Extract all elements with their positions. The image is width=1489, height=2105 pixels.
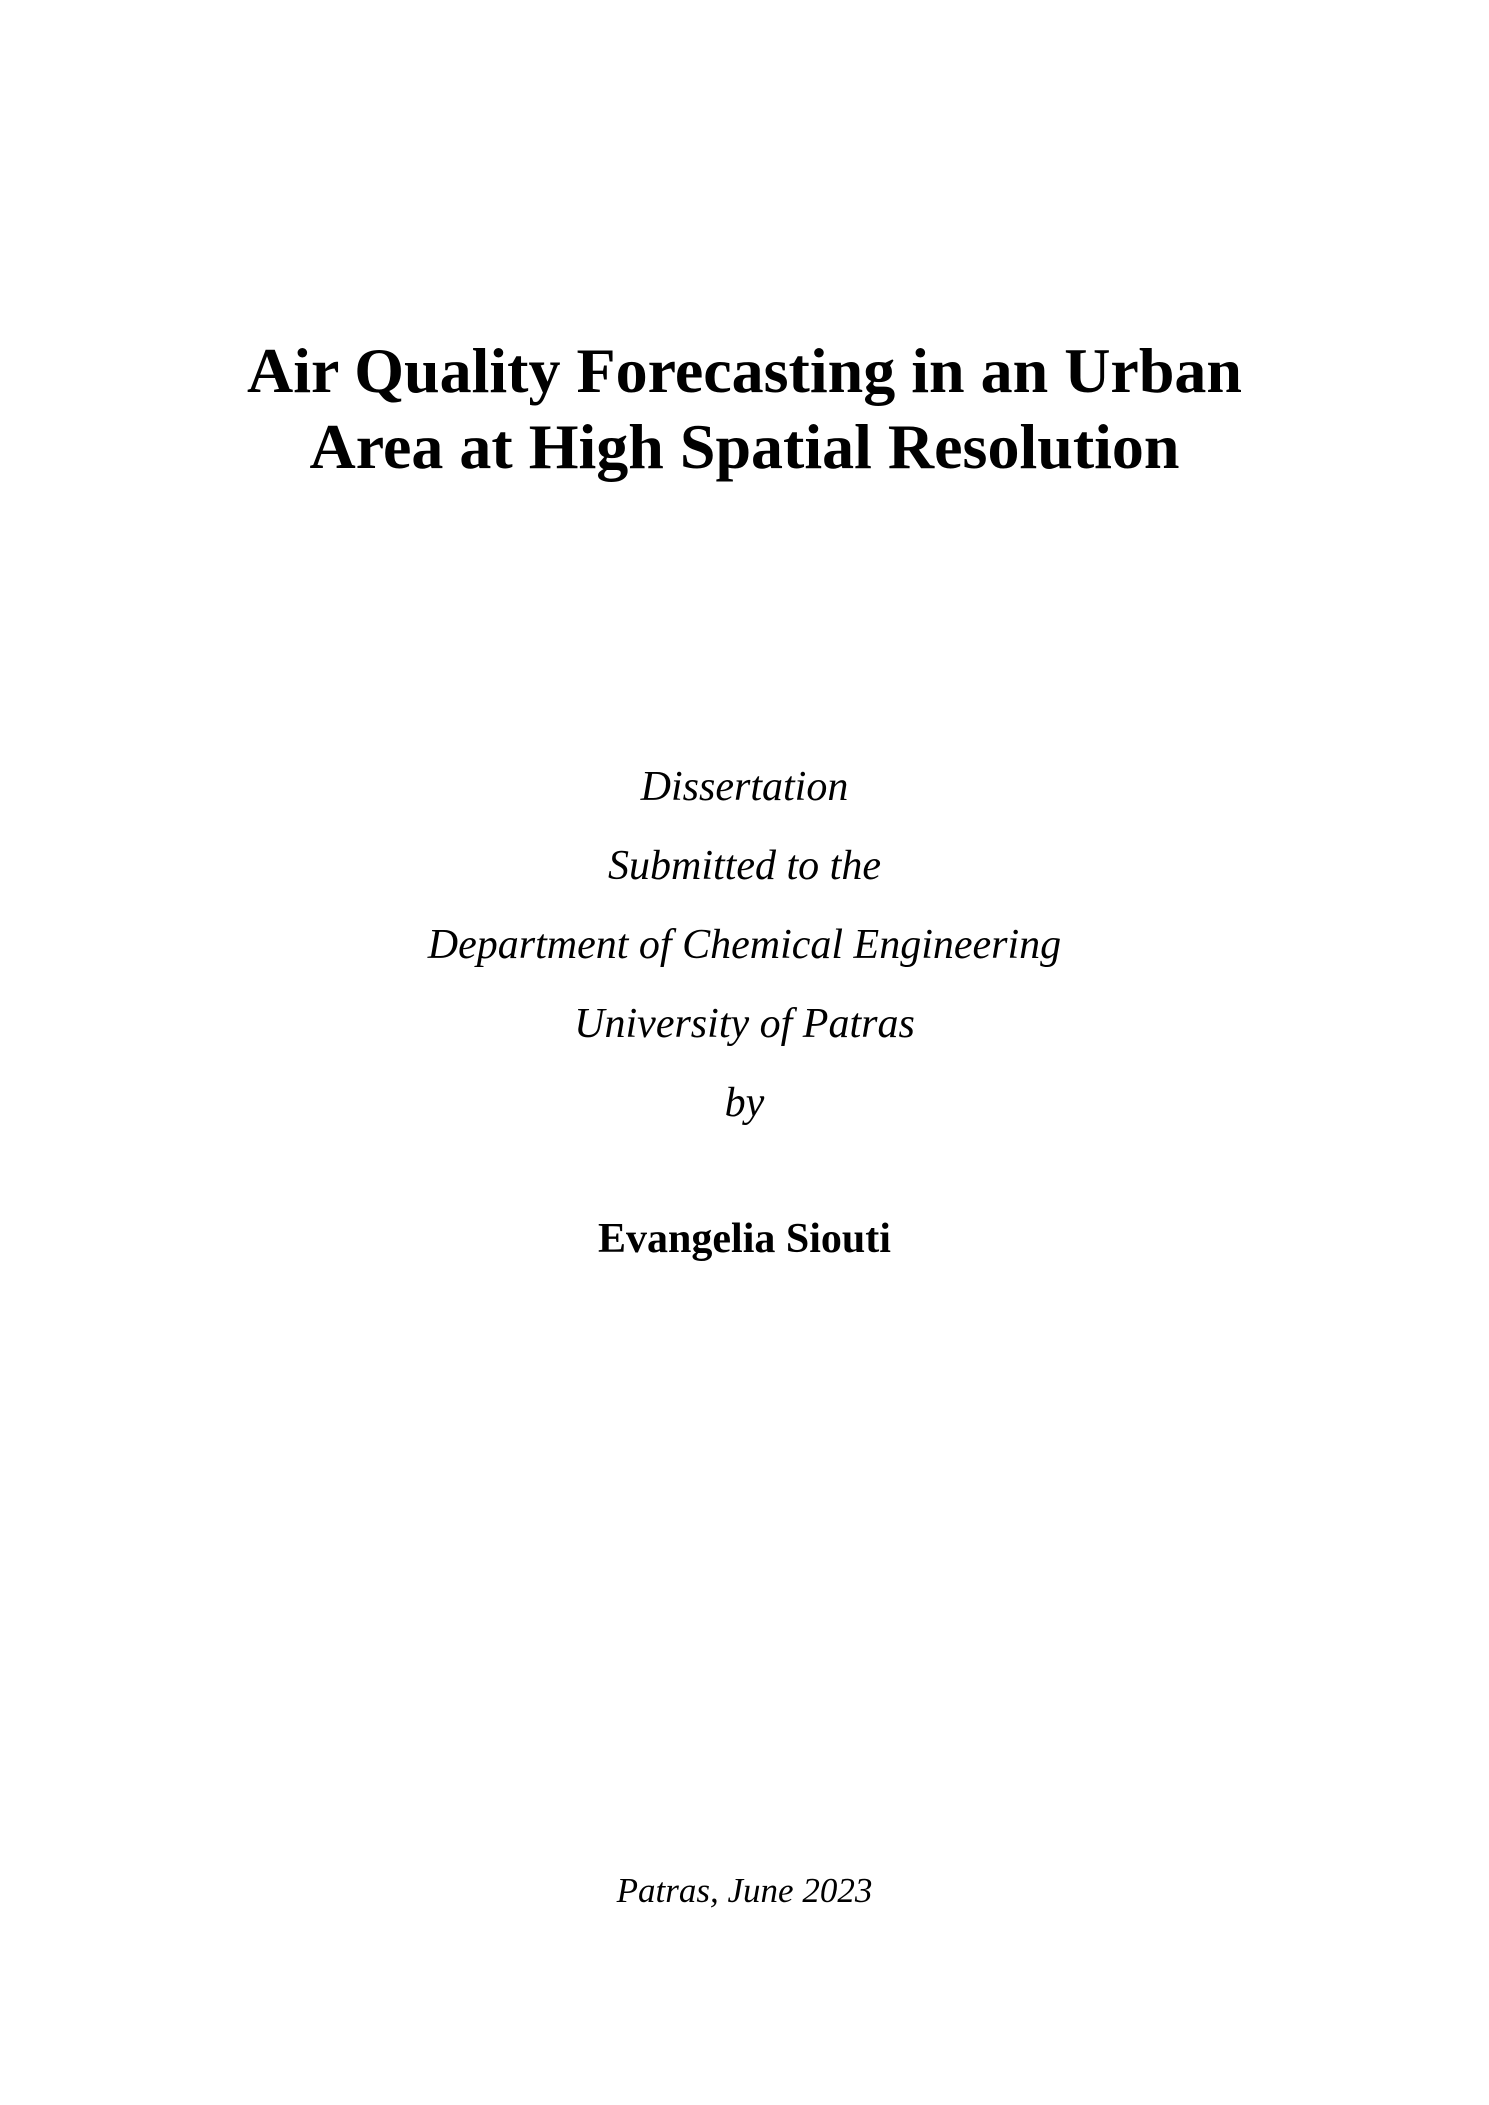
submission-statement <box>0 748 1489 1143</box>
department-name: Department of Chemical Engineering <box>427 922 1062 968</box>
title-line-1: Air Quality Forecasting in an Urban <box>246 335 1243 406</box>
dissertation-title <box>0 333 1489 485</box>
document-type: Dissertation <box>640 764 849 810</box>
place-and-date: Patras, June 2023 <box>616 1871 873 1910</box>
submitted-to-label: Submitted to the <box>608 843 881 889</box>
author-name: Evangelia Siouti <box>598 1216 891 1262</box>
by-label: by <box>724 1080 765 1126</box>
title-line-2: Area at High Spatial Resolution <box>309 411 1180 482</box>
university-name: University of Patras <box>574 1001 915 1047</box>
